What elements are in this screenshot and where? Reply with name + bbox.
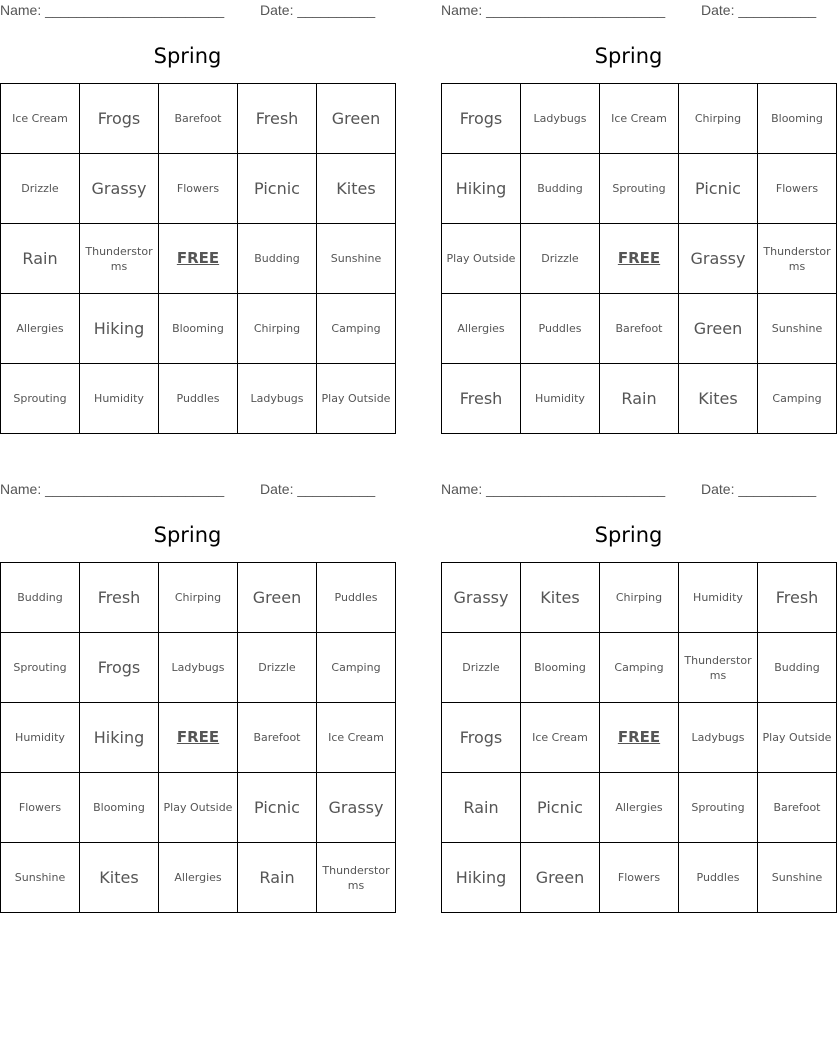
- grid-row: [442, 364, 837, 434]
- bingo-cell: Allergies: [1, 294, 80, 364]
- bingo-cell: Sunshine: [1, 843, 80, 913]
- bingo-cell: Sprouting: [600, 154, 679, 224]
- bingo-cell: Picnic: [238, 773, 317, 843]
- bingo-cell: Puddles: [679, 843, 758, 913]
- bingo-cell: Flowers: [758, 154, 837, 224]
- bingo-cell: Ladybugs: [521, 84, 600, 154]
- bingo-cell: Frogs: [442, 703, 521, 773]
- bingo-cell: Budding: [238, 224, 317, 294]
- bingo-cell: Drizzle: [1, 154, 80, 224]
- card-header: [441, 2, 816, 20]
- card-header: [0, 481, 375, 499]
- bingo-cell: Rain: [442, 773, 521, 843]
- bingo-cell: Fresh: [442, 364, 521, 434]
- bingo-cell: Drizzle: [442, 633, 521, 703]
- bingo-cell: Hiking: [442, 154, 521, 224]
- grid-row: [442, 84, 837, 154]
- bingo-cell: Picnic: [679, 154, 758, 224]
- card-header: [441, 481, 816, 499]
- bingo-cell: Puddles: [521, 294, 600, 364]
- bingo-cell: Thunderstorms: [80, 224, 159, 294]
- bingo-cell: Camping: [317, 294, 396, 364]
- bingo-cell: Flowers: [159, 154, 238, 224]
- bingo-cell: Chirping: [159, 563, 238, 633]
- bingo-cell: Chirping: [600, 563, 679, 633]
- bingo-cell: Drizzle: [521, 224, 600, 294]
- name-field: Name: _______________________: [0, 481, 225, 497]
- name-field: Name: _______________________: [0, 2, 225, 18]
- card-title: Spring: [153, 523, 222, 547]
- bingo-grid: [0, 83, 396, 434]
- bingo-cell: Kites: [679, 364, 758, 434]
- bingo-cell: Green: [317, 84, 396, 154]
- date-field: Date: __________: [260, 481, 376, 497]
- bingo-cell: Kites: [80, 843, 159, 913]
- bingo-cell: Humidity: [80, 364, 159, 434]
- bingo-cell: Humidity: [521, 364, 600, 434]
- bingo-grid: [441, 83, 837, 434]
- grid-row: [1, 703, 396, 773]
- bingo-card-1: [0, 0, 391, 430]
- bingo-cell: Thunderstorms: [758, 224, 837, 294]
- bingo-grid: [0, 562, 396, 913]
- bingo-cell: Hiking: [442, 843, 521, 913]
- bingo-cell: Budding: [521, 154, 600, 224]
- bingo-cell: Puddles: [317, 563, 396, 633]
- bingo-cell: Barefoot: [758, 773, 837, 843]
- bingo-cell: Sprouting: [1, 633, 80, 703]
- grid-row: [1, 224, 396, 294]
- grid-row: [442, 633, 837, 703]
- grid-row: [442, 703, 837, 773]
- free-space: FREE: [600, 703, 679, 773]
- bingo-cell: Grassy: [442, 563, 521, 633]
- bingo-cell: Sprouting: [679, 773, 758, 843]
- bingo-cell: Rain: [238, 843, 317, 913]
- card-title: Spring: [594, 44, 663, 68]
- bingo-cell: Budding: [1, 563, 80, 633]
- bingo-cell: Sunshine: [758, 843, 837, 913]
- bingo-cell: Kites: [521, 563, 600, 633]
- grid-row: [1, 84, 396, 154]
- bingo-card-3: [0, 479, 390, 909]
- bingo-cell: Play Outside: [442, 224, 521, 294]
- bingo-cell: Blooming: [758, 84, 837, 154]
- bingo-card-4: [441, 479, 832, 909]
- bingo-cell: Barefoot: [159, 84, 238, 154]
- bingo-cell: Fresh: [238, 84, 317, 154]
- bingo-cell: Sunshine: [317, 224, 396, 294]
- free-space: FREE: [159, 224, 238, 294]
- bingo-cell: Allergies: [442, 294, 521, 364]
- bingo-cell: Kites: [317, 154, 396, 224]
- bingo-cell: Blooming: [159, 294, 238, 364]
- bingo-cell: Grassy: [679, 224, 758, 294]
- bingo-cell: Thunderstorms: [679, 633, 758, 703]
- grid-row: [442, 294, 837, 364]
- grid-row: [442, 224, 837, 294]
- bingo-cell: Allergies: [159, 843, 238, 913]
- grid-row: [1, 294, 396, 364]
- date-field: Date: __________: [701, 481, 817, 497]
- bingo-cell: Drizzle: [238, 633, 317, 703]
- bingo-cell: Barefoot: [600, 294, 679, 364]
- grid-row: [442, 563, 837, 633]
- bingo-cell: Rain: [1, 224, 80, 294]
- bingo-cell: Rain: [600, 364, 679, 434]
- bingo-cell: Sunshine: [758, 294, 837, 364]
- bingo-cell: Hiking: [80, 294, 159, 364]
- bingo-cell: Play Outside: [159, 773, 238, 843]
- card-title: Spring: [153, 44, 222, 68]
- bingo-cell: Picnic: [521, 773, 600, 843]
- bingo-cell: Ice Cream: [317, 703, 396, 773]
- bingo-cell: Green: [521, 843, 600, 913]
- bingo-cell: Camping: [600, 633, 679, 703]
- bingo-cell: Barefoot: [238, 703, 317, 773]
- card-title: Spring: [594, 523, 663, 547]
- bingo-cell: Fresh: [758, 563, 837, 633]
- bingo-cell: Frogs: [442, 84, 521, 154]
- free-space: FREE: [159, 703, 238, 773]
- bingo-cell: Chirping: [679, 84, 758, 154]
- grid-row: [1, 154, 396, 224]
- bingo-cell: Thunderstorms: [317, 843, 396, 913]
- bingo-cell: Green: [238, 563, 317, 633]
- bingo-cell: Play Outside: [317, 364, 396, 434]
- name-field: Name: _______________________: [441, 2, 666, 18]
- grid-row: [1, 633, 396, 703]
- bingo-cell: Camping: [758, 364, 837, 434]
- grid-row: [1, 773, 396, 843]
- bingo-cell: Ice Cream: [1, 84, 80, 154]
- bingo-cell: Camping: [317, 633, 396, 703]
- bingo-cell: Humidity: [679, 563, 758, 633]
- bingo-cell: Green: [679, 294, 758, 364]
- bingo-cell: Chirping: [238, 294, 317, 364]
- bingo-cell: Frogs: [80, 84, 159, 154]
- bingo-cell: Sprouting: [1, 364, 80, 434]
- bingo-grid: [441, 562, 837, 913]
- bingo-cell: Ladybugs: [238, 364, 317, 434]
- bingo-cell: Grassy: [317, 773, 396, 843]
- bingo-cell: Fresh: [80, 563, 159, 633]
- bingo-cell: Budding: [758, 633, 837, 703]
- free-space: FREE: [600, 224, 679, 294]
- grid-row: [442, 154, 837, 224]
- bingo-cell: Hiking: [80, 703, 159, 773]
- date-field: Date: __________: [701, 2, 817, 18]
- bingo-cell: Play Outside: [758, 703, 837, 773]
- grid-row: [1, 364, 396, 434]
- bingo-cell: Frogs: [80, 633, 159, 703]
- bingo-cell: Flowers: [600, 843, 679, 913]
- date-field: Date: __________: [260, 2, 376, 18]
- bingo-cell: Grassy: [80, 154, 159, 224]
- bingo-cell: Ladybugs: [679, 703, 758, 773]
- bingo-cell: Puddles: [159, 364, 238, 434]
- bingo-cell: Flowers: [1, 773, 80, 843]
- grid-row: [1, 563, 396, 633]
- bingo-cell: Picnic: [238, 154, 317, 224]
- bingo-cell: Blooming: [80, 773, 159, 843]
- card-header: [0, 2, 375, 20]
- grid-row: [442, 773, 837, 843]
- bingo-cell: Ice Cream: [521, 703, 600, 773]
- name-field: Name: _______________________: [441, 481, 666, 497]
- grid-row: [1, 843, 396, 913]
- bingo-card-2: [441, 0, 831, 430]
- grid-row: [442, 843, 837, 913]
- bingo-cell: Ladybugs: [159, 633, 238, 703]
- bingo-cell: Ice Cream: [600, 84, 679, 154]
- bingo-cell: Blooming: [521, 633, 600, 703]
- bingo-cell: Humidity: [1, 703, 80, 773]
- bingo-cell: Allergies: [600, 773, 679, 843]
